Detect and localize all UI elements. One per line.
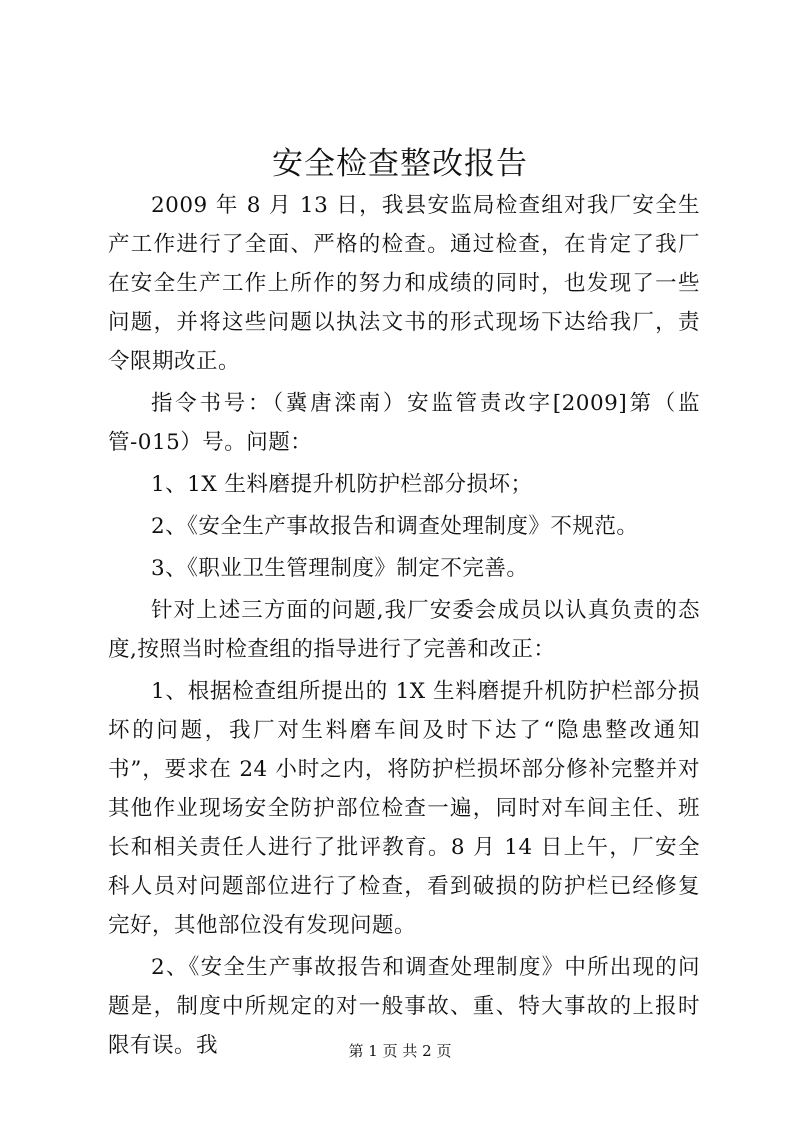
- paragraph-problem-1: 1、1X 生料磨提升机防护栏部分损坏；: [151, 472, 533, 497]
- page-footer: 第 1 页 共 2 页: [348, 1042, 452, 1060]
- paragraph-problem-3: 3、《职业卫生管理制度》制定不完善。: [151, 556, 529, 581]
- document-body: [108, 186, 700, 1065]
- paragraph-fix-1: 1、根据检查组所提出的 1X 生料磨提升机防护栏部分损坏的问题，我厂对生料磨车间及时下达了“隐患整改通知书”，要求在 24 小时之内，将防护栏损坏部分修补完整并对其他作业现场安全防护部位检查一遍，同时对车间主任、班长和相关责任人进行了批评教育。8 月 14 日上午，厂安全科人员对问题部位进行了检查，看到破损的防护栏已经修复完好，其他部位没有发现问题。: [108, 679, 700, 938]
- paragraph-response-intro: 针对上述三方面的问题,我厂安委会成员以认真负责的态度,按照当时检查组的指导进行了完善和改正：: [108, 598, 700, 662]
- paragraph-fix-2: 2、《安全生产事故报告和调查处理制度》中所出现的问题是，制度中所规定的对一般事故、重、特大事故的上报时限有误。我: [108, 955, 700, 1058]
- paragraph-intro: 2009 年 8 月 13 日，我县安监局检查组对我厂安全生产工作进行了全面、严格的检查。通过检查，在肯定了我厂在安全生产工作上所作的努力和成绩的同时，也发现了一些问题，并将这些问题以执法文书的形式现场下达给我厂，责令限期改正。: [108, 193, 700, 374]
- paragraph-problem-2: 2、《安全生产事故报告和调查处理制度》不规范。: [151, 514, 639, 539]
- paragraph-directive-number: 指令书号：（冀唐滦南）安监管责改字[2009]第（监管-015）号。问题：: [108, 391, 700, 455]
- document-title: 安全检查整改报告: [272, 146, 528, 182]
